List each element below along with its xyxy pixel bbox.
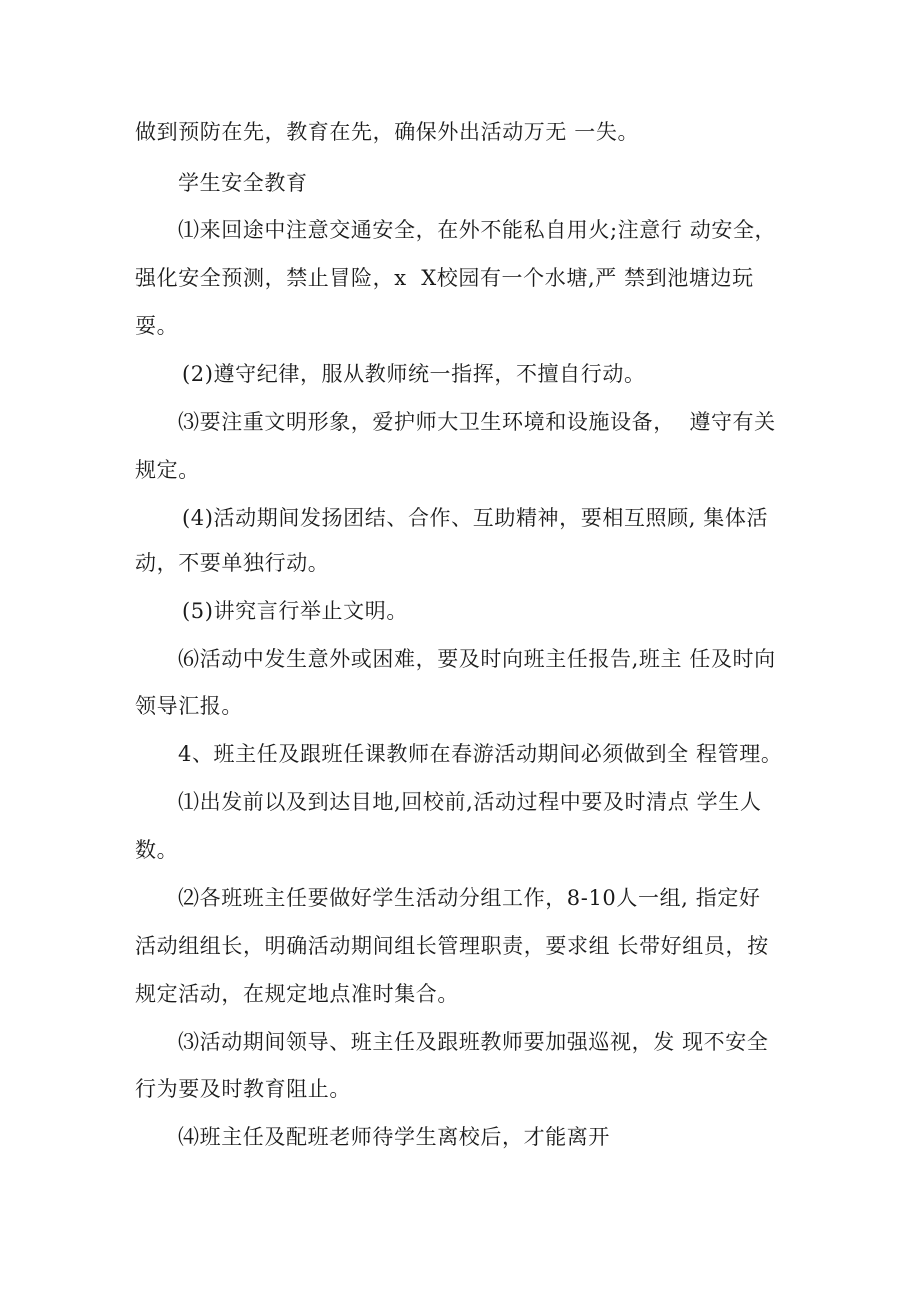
text-line: 活动组组长，明确活动期间组长管理职责，要求组 长带好组员，按 bbox=[135, 934, 769, 958]
text-line: ⑶活动期间领导、班主任及跟班教师要加强巡视，发 现不安全 bbox=[178, 1030, 769, 1054]
text-line: 规定活动，在规定地点准时集合。 bbox=[135, 982, 459, 1006]
text-line: ⑷班主任及配班老师待学生离校后，才能离开 bbox=[178, 1125, 610, 1149]
text-line: 4、班主任及跟班任课教师在春游活动期间必须做到全 程管理。 bbox=[178, 742, 783, 766]
text-line: (4)活动期间发扬团结、合作、互助精神，要相互照顾, 集体活 bbox=[182, 506, 769, 530]
text-line: ⑶要注重文明形象，爱护师大卫生环境和设施设备， 遵守有关 bbox=[178, 410, 776, 434]
text-line: (2)遵守纪律，服从教师统一指挥，不擅自行动。 bbox=[182, 362, 646, 386]
text-line: 做到预防在先，教育在先，确保外出活动万无 一失。 bbox=[135, 120, 640, 144]
text-line: 领导汇报。 bbox=[135, 694, 243, 718]
text-line: ⑹活动中发生意外或困难，要及时向班主任报告,班主 任及时向 bbox=[178, 647, 776, 671]
text-line: 规定。 bbox=[135, 458, 200, 482]
text-line: 耍。 bbox=[135, 314, 179, 338]
text-line: (5)讲究言行举止文明。 bbox=[182, 599, 408, 623]
text-line: ⑵各班班主任要做好学生活动分组工作，8-10人一组, 指定好 bbox=[178, 886, 761, 910]
text-line: ⑴来回途中注意交通安全，在外不能私自用火;注意行 动安全， bbox=[178, 218, 777, 242]
text-line: ⑴出发前以及到达目地,回校前,活动过程中要及时清点 学生人 bbox=[178, 790, 762, 814]
text-line: 强化安全预测，禁止冒险，x X校园有一个水塘,严 禁到池塘边玩 bbox=[135, 266, 754, 290]
text-line: 数。 bbox=[135, 838, 179, 862]
section-heading: 学生安全教育 bbox=[178, 171, 308, 195]
text-line: 动，不要单独行动。 bbox=[135, 551, 330, 575]
text-line: 行为要及时教育阻止。 bbox=[135, 1077, 351, 1101]
